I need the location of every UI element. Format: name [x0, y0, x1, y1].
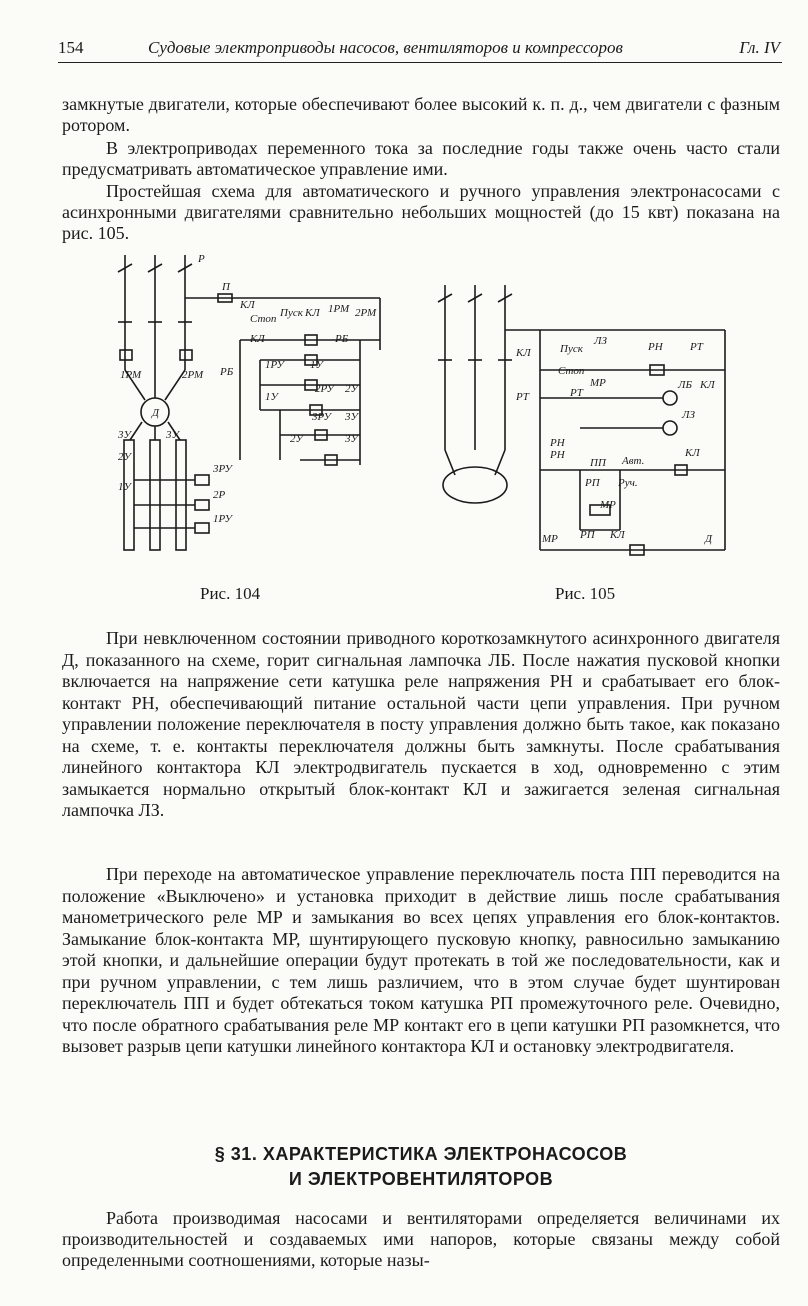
- fig105-label: Авт.: [622, 455, 645, 467]
- fig104-label: РБ: [335, 333, 349, 345]
- fig104-label: П: [222, 281, 230, 293]
- fig104-label: КЛ: [305, 307, 320, 319]
- fig104-label: 1РУ: [265, 359, 284, 371]
- fig105-label: Д: [705, 533, 712, 545]
- fig104-label: 2РМ: [355, 307, 377, 319]
- fig104-label: Стоп: [250, 313, 277, 325]
- section-heading-line-2: И ЭЛЕКТРОВЕНТИЛЯТОРОВ: [288, 1169, 554, 1189]
- fig104-label: 3У: [166, 429, 179, 441]
- paragraph-2: В электроприводах переменного тока за последние годы также очень часто стали предусматривать автоматическое управление ими.: [62, 138, 780, 179]
- fig104-label: 3У: [345, 411, 358, 423]
- figure-104-schematic: [100, 250, 390, 570]
- fig104-label: Пуск: [280, 307, 303, 319]
- fig105-label: РТ: [690, 341, 703, 353]
- fig105-label: РН: [550, 437, 565, 449]
- fig104-label: 1РУ: [213, 513, 232, 525]
- fig105-label: ЛЗ: [594, 335, 607, 347]
- fig105-label: КЛ: [516, 347, 531, 359]
- fig105-label: КЛ: [685, 447, 700, 459]
- fig104-label: 1У: [265, 391, 278, 403]
- fig104-label: 1У: [118, 481, 131, 493]
- running-title: Судовые электроприводы насосов, вентиляторов и компрессоров: [148, 38, 623, 57]
- chapter-label: Гл. IV: [739, 38, 780, 57]
- fig105-label: КЛ: [610, 529, 625, 541]
- fig105-label: РП: [580, 529, 595, 541]
- fig105-label: МР: [542, 533, 558, 545]
- fig105-label: ЛЗ: [682, 409, 695, 421]
- fig104-label: Р: [198, 253, 205, 265]
- fig105-label: Руч.: [618, 477, 638, 489]
- fig105-label: МР: [590, 377, 606, 389]
- figure-104-caption: Рис. 104: [200, 584, 261, 603]
- fig104-label: 2РМ: [182, 369, 204, 381]
- page-number: 154: [58, 38, 84, 57]
- figure-105-schematic: [420, 250, 750, 570]
- fig104-label: КЛ: [240, 299, 255, 311]
- figure-105-caption: Рис. 105: [555, 584, 616, 603]
- fig105-label: ЛБ: [678, 379, 692, 391]
- fig105-label: Пуск: [560, 343, 583, 355]
- fig105-label: Стоп: [558, 365, 585, 377]
- paragraph-3: Простейшая схема для автоматического и ручного управления электронасосами с асинхронными двигателями сравнительно небольших мощностей (до 15 квт) показана на рис. 105.: [62, 181, 780, 243]
- fig104-label: 2РУ: [315, 383, 334, 395]
- paragraph-1: замкнутые двигатели, которые обеспечивают более высокий к. п. д., чем двигатели с фазным ротором.: [62, 94, 780, 135]
- fig104-label: 1У: [310, 359, 323, 371]
- page-header: [58, 38, 782, 63]
- fig104-label: 2У: [345, 383, 358, 395]
- fig105-label: РП: [585, 477, 600, 489]
- fig104-label: 2У: [290, 433, 303, 445]
- fig105-label: РТ: [570, 387, 583, 399]
- fig105-label: КЛ: [700, 379, 715, 391]
- fig105-label: ПП: [590, 457, 606, 469]
- fig105-label: РН: [550, 449, 565, 461]
- fig105-label: РТ: [516, 391, 529, 403]
- fig104-label: РБ: [220, 366, 234, 378]
- fig104-label: КЛ: [250, 333, 265, 345]
- fig104-label: 3РУ: [312, 411, 331, 423]
- fig104-label: 1РМ: [328, 303, 350, 315]
- fig104-label: 3У: [345, 433, 358, 445]
- section-heading: [62, 1142, 780, 1192]
- paragraph-5: При переходе на автоматическое управление переключатель поста ПП переводится на положение «Выключено» и установка приходит в действие лишь после срабатывания манометрического реле МР и замыкания во всех цепях управления его блок-контактов. Замыкание блок-контакта МР, шунтирующего пусковую кнопку, равносильно замыканию этой кнопки, и дальнейшие операции будут протекать в той же последовательности, как и при ручном управлении, с тем лишь различием, что в этом случае будет шунтирован переключатель ПП и будет обтекаться током катушка РП промежуточного реле. Очевидно, что после обратного срабатывания реле МР контакт его в цепи катушки РП разомкнется, что вызовет разрыв цепи катушки линейного контактора КЛ и остановку электродвигателя.: [62, 864, 780, 1056]
- paragraph-6: Работа производимая насосами и вентиляторами определяется величинами их производительностей и создаваемых ими напоров, которые связаны между собой определенными соотношениями, которые назы-: [62, 1208, 780, 1270]
- fig104-label: 2У: [118, 451, 131, 463]
- fig104-label: 3У: [118, 429, 131, 441]
- fig104-label: 3РУ: [213, 463, 232, 475]
- fig105-label: РН: [648, 341, 663, 353]
- fig104-label: 2Р: [213, 489, 226, 501]
- fig104-label: Д: [152, 407, 159, 419]
- fig105-label: МР: [600, 499, 616, 511]
- fig104-label: 1РМ: [120, 369, 142, 381]
- section-heading-line-1: § 31. ХАРАКТЕРИСТИКА ЭЛЕКТРОНАСОСОВ: [214, 1144, 628, 1164]
- paragraph-4: При невключенном состоянии приводного короткозамкнутого асинхронного двигателя Д, показанного на схеме, горит сигнальная лампочка ЛБ. После нажатия пусковой кнопки включается на напряжение сети катушка реле напряжения РН и срабатывает его блок-контакт РН, обеспечивающий питание остальной части цепи управления. При ручном управлении положение переключателя в посту управления должно быть такое, как показано на схеме, т. е. контакты переключателя должны быть замкнуты. После срабатывания линейного контактора КЛ электродвигатель пускается в ход, одновременно с этим замыкается нормально открытый блок-контакт КЛ и зажигается зеленая сигнальная лампочка ЛЗ.: [62, 628, 780, 820]
